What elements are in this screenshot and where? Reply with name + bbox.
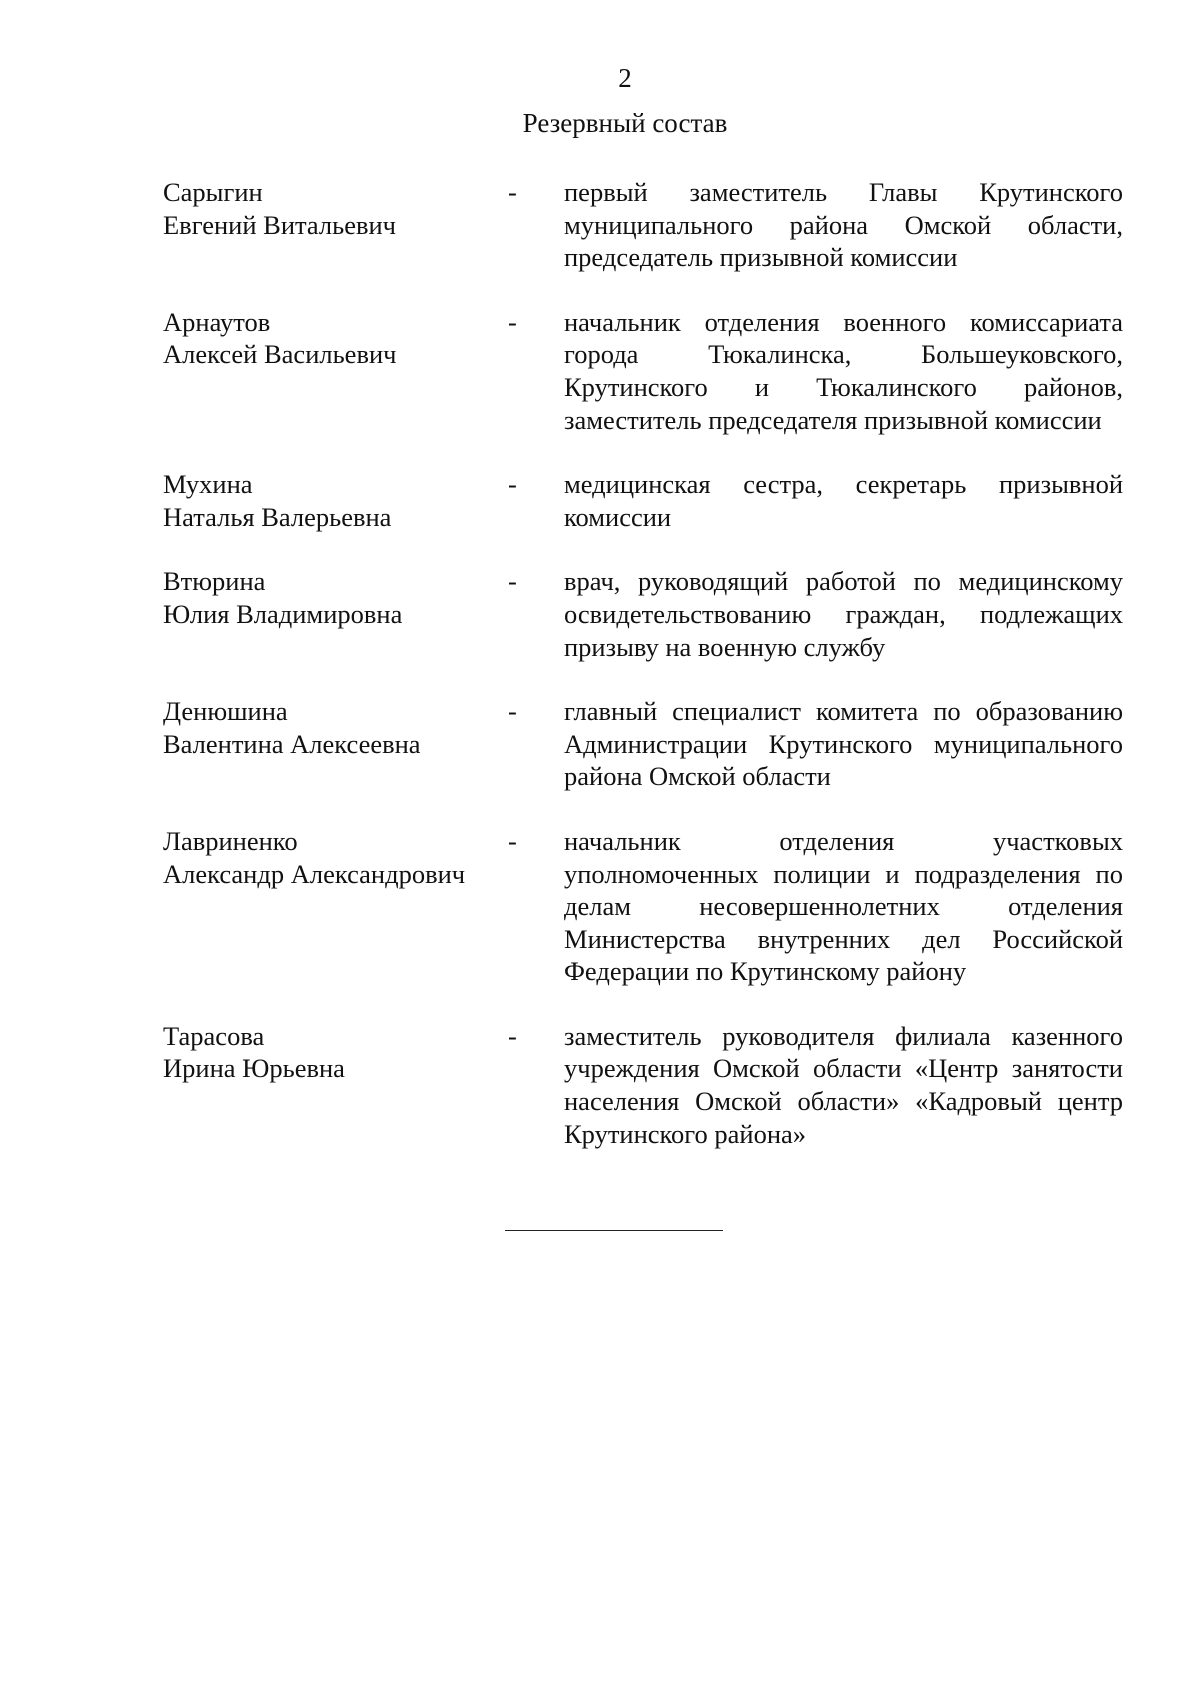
separator-dash: -: [508, 1020, 517, 1051]
member-entry: [163, 176, 1123, 274]
member-entry: [163, 565, 1123, 663]
member-entry: [163, 1020, 1123, 1150]
separator-dash: -: [508, 469, 517, 500]
member-list: [163, 176, 1123, 1182]
page-title: Резервный состав: [522, 108, 728, 138]
member-position: главный специалист комитета по образованию Администрации Крутинского муниципального района Омской области: [564, 696, 1123, 792]
member-position: заместитель руководителя филиала казенного учреждения Омской области «Центр занятости населения Омской области» «Кадровый центр Крутинского района»: [564, 1020, 1123, 1149]
member-given-name: Алексей Васильевич: [163, 339, 397, 370]
separator-dash: -: [508, 306, 517, 337]
member-name: [163, 468, 508, 533]
separator-dash: -: [508, 825, 517, 856]
member-surname: Лавриненко: [163, 825, 298, 856]
member-surname: Арнаутов: [163, 306, 271, 337]
member-entry: [163, 468, 1123, 533]
member-position: первый заместитель Главы Крутинского муниципального района Омской области, председатель призывной комиссии: [564, 177, 1123, 273]
member-entry: [163, 695, 1123, 793]
end-divider-line: [505, 1230, 723, 1231]
member-name: [163, 306, 508, 371]
member-name: [163, 565, 508, 630]
member-given-name: Ирина Юрьевна: [163, 1053, 345, 1084]
member-name: [163, 176, 508, 241]
member-name: [163, 695, 508, 760]
member-entry: [163, 825, 1123, 988]
page-number: 2: [618, 63, 632, 93]
member-name: [163, 1020, 508, 1085]
member-position: врач, руководящий работой по медицинскому освидетельствованию граждан, подлежащих призыву на военную службу: [564, 566, 1123, 662]
member-position: начальник отделения военного комиссариата города Тюкалинска, Большеуковского, Крутинского и Тюкалинского районов, заместитель председателя призывной комиссии: [564, 306, 1123, 435]
member-surname: Тарасова: [163, 1020, 265, 1051]
member-given-name: Валентина Алексеевна: [163, 728, 421, 759]
separator-dash: -: [508, 177, 517, 207]
member-given-name: Наталья Валерьевна: [163, 501, 392, 532]
separator-dash: -: [508, 566, 517, 597]
member-entry: [163, 306, 1123, 436]
member-name: [163, 825, 508, 890]
member-given-name: Александр Александрович: [163, 858, 466, 889]
member-given-name: Юлия Владимировна: [163, 598, 403, 629]
member-position: начальник отделения участковых уполномоченных полиции и подразделения по делам несовершеннолетних отделения Министерства внутренних дел Российской Федерации по Крутинскому району: [564, 825, 1123, 987]
member-surname: Сарыгин: [163, 177, 263, 207]
member-surname: Мухина: [163, 469, 253, 500]
member-surname: Втюрина: [163, 566, 266, 597]
member-surname: Денюшина: [163, 696, 288, 727]
member-position: медицинская сестра, секретарь призывной комиссии: [564, 469, 1123, 532]
member-given-name: Евгений Витальевич: [163, 209, 397, 240]
separator-dash: -: [508, 696, 517, 727]
